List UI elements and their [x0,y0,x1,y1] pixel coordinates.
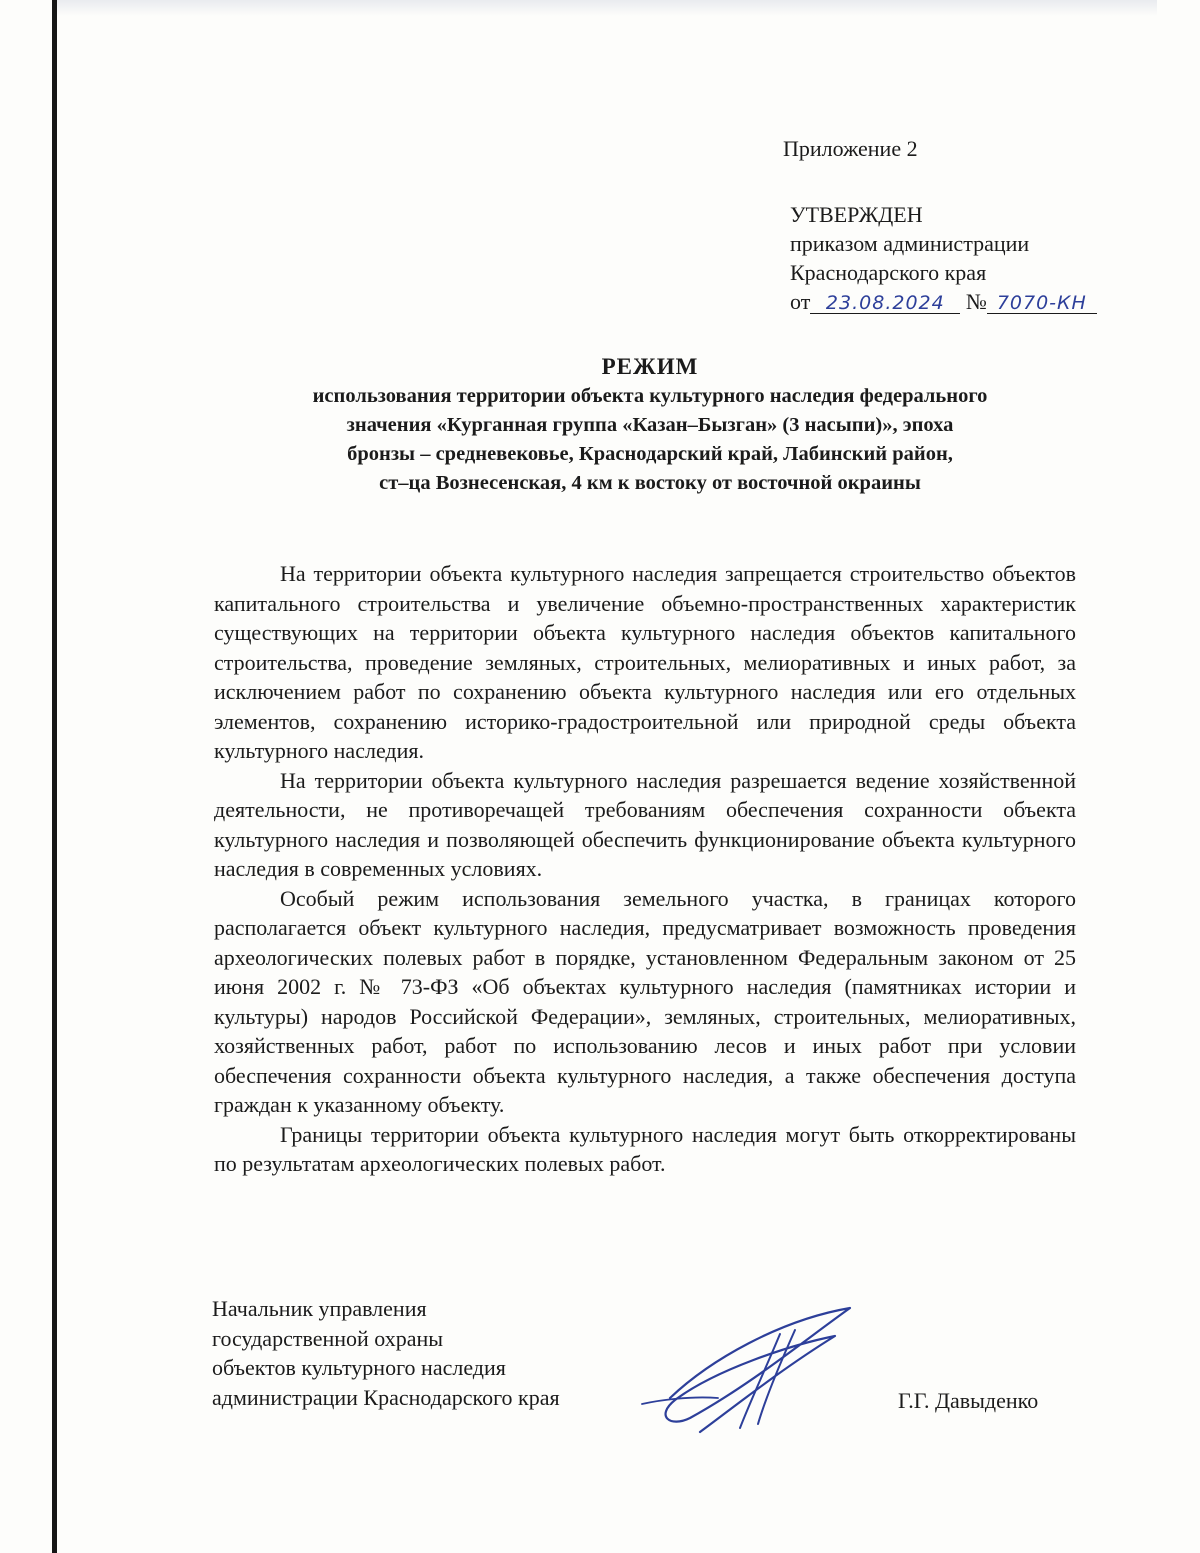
subtitle-line: использования территории объекта культурного наследия федерального [312,385,988,407]
order-reference [790,287,1097,316]
body-text [214,559,1076,1179]
signer-name: Г.Г. Давыденко [898,1388,1039,1413]
subtitle-line: бронзы – средневековье, Краснодарский край, Лабинский район, [347,443,953,465]
document-subtitle [180,382,1120,498]
title-block [180,352,1120,498]
position-line: объектов культурного наследия [212,1355,506,1380]
approval-line-2: Краснодарского края [790,260,987,285]
appendix-label: Приложение 2 [783,136,918,161]
position-line: государственной охраны [212,1325,444,1351]
signatory-position [212,1294,560,1412]
approval-status: УТВЕРЖДЕН [790,202,923,227]
paragraph: На территории объекта культурного наследия запрещается строительство объектов капитального строительства и увеличение объемно-пространственных характеристик существующих на территории объекта культурного наследия объектов капитального строительства, проведение земляных, строительных, мелиоративных и иных работ, за исключением работ по сохранению объекта культурного наследия или его отдельных элементов, сохранению историко-градостроительной или природной среды объекта культурного наследия. [214,561,1076,763]
paragraph: На территории объекта культурного наследия разрешается ведение хозяйственной деятельности, не противоречащей требованиям обеспечения сохранности объекта культурного наследия и позволяющей обеспечить функционирование объекта культурного наследия в современных условиях. [214,767,1076,881]
order-number: 7070-КН [987,293,1097,314]
scan-border [52,0,57,1553]
approval-line-1: приказом администрации [790,231,1030,256]
position-line: Начальник управления [212,1296,427,1321]
position-line: администрации Краснодарского края [212,1384,560,1410]
paragraph: Особый режим использования земельного участка, в границах которого располагается объект культурного наследия, предусматривает возможность проведения археологических полевых работ в порядке, установленном Федеральным законом от 25 июня 2002 г. № 73-ФЗ «Об объектах культурного наследия (памятниках истории и культуры) народов Российской Федерации», земляных, строительных, мелиоративных, хозяйственных работ, работ по использованию лесов и иных работ при условии обеспечения сохранности объекта культурного наследия, а также обеспечения доступа граждан к указанному объекту. [214,885,1076,1117]
number-prefix: № [965,289,987,314]
date-prefix: от [790,289,811,314]
order-date: 23.08.2024 [810,293,960,314]
document-title: РЕЖИМ [601,354,699,379]
scan-top-shadow [57,0,1157,16]
subtitle-line: ст–ца Вознесенская, 4 км к востоку от восточной окраины [379,472,921,494]
paragraph: Границы территории объекта культурного наследия могут быть откорректированы по результатам археологических полевых работ. [214,1121,1076,1176]
approval-block [790,200,1097,316]
subtitle-line: значения «Курганная группа «Казан–Бызган» (3 насыпи)», эпоха [346,414,954,436]
handwritten-signature [630,1300,870,1440]
